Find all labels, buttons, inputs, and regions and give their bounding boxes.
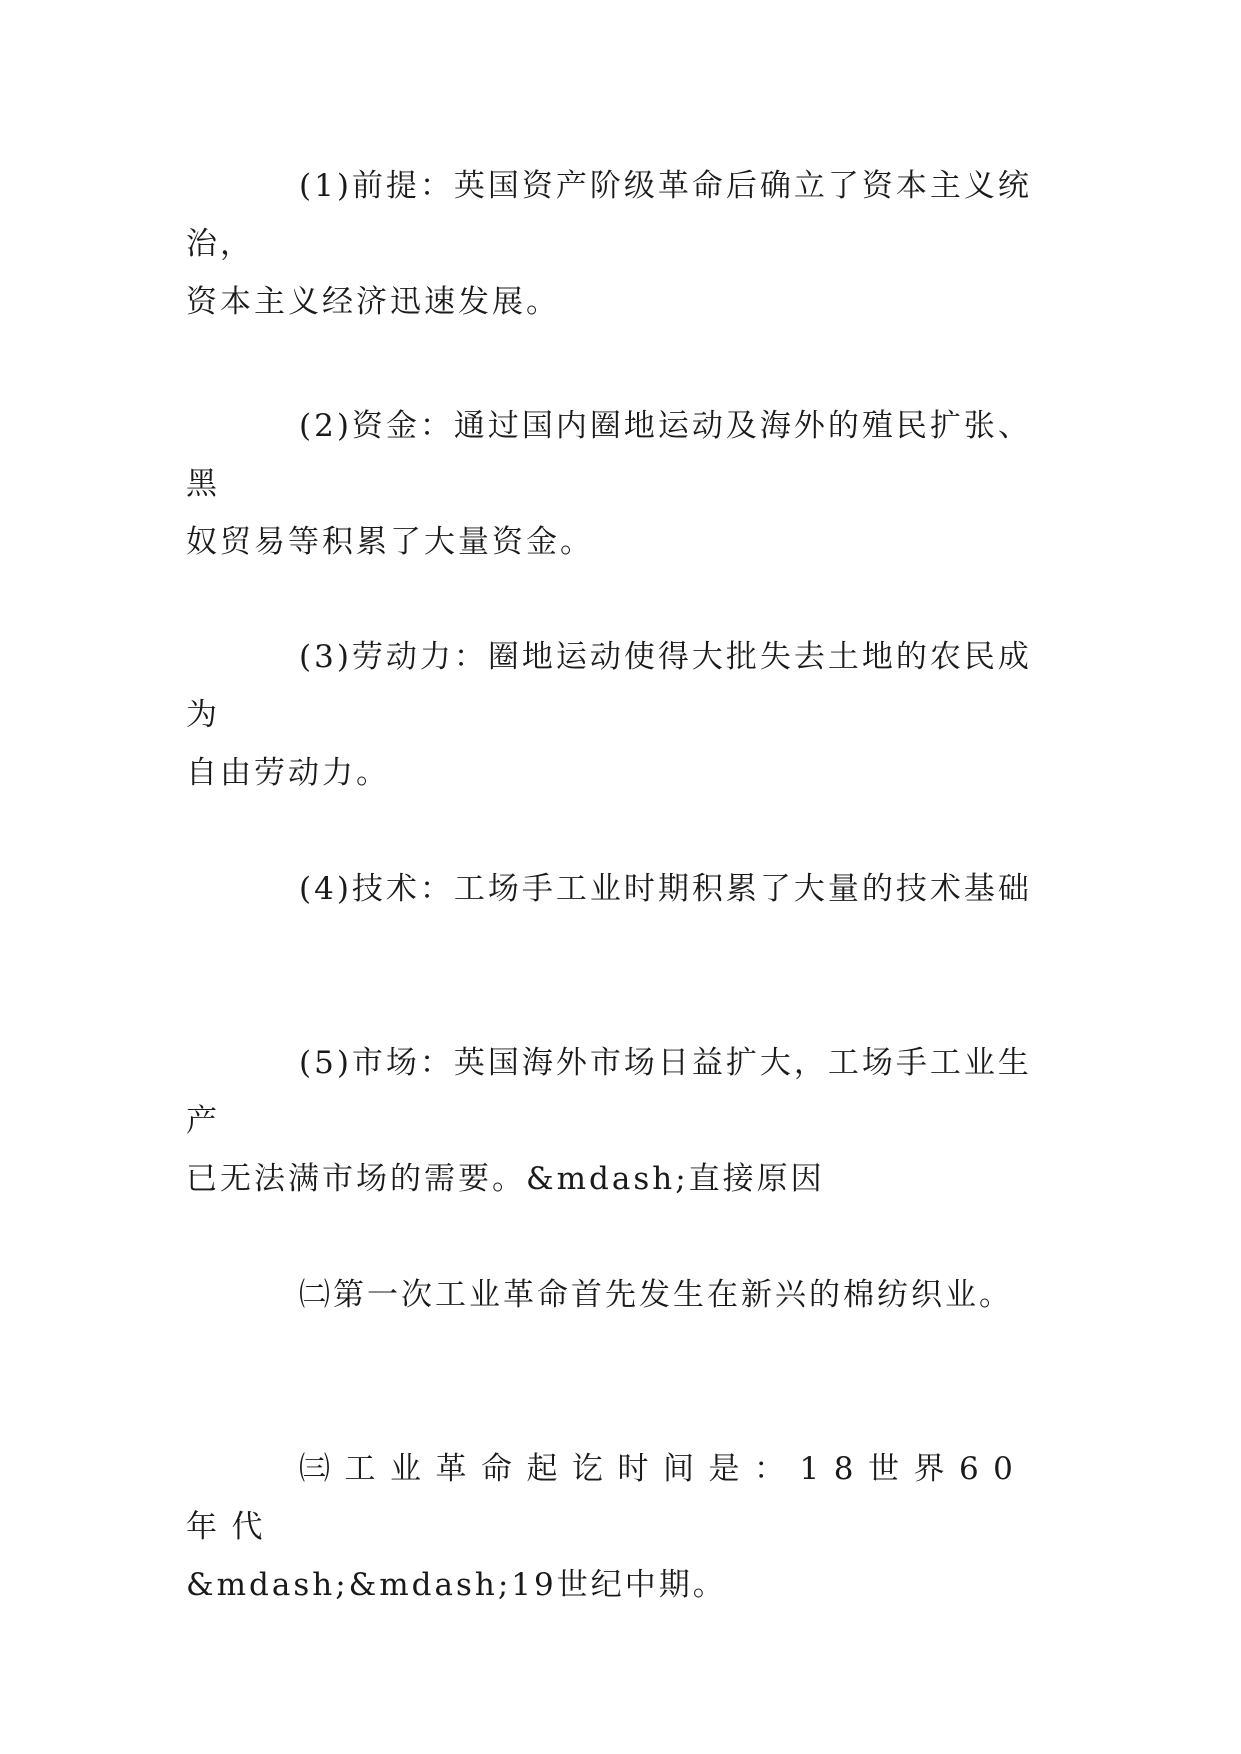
paragraph-line: (4)技术：工场手工业时期积累了大量的技术基础 [299,871,1032,907]
paragraph-technology [186,860,1046,918]
paragraph-line: &mdash;&mdash;19世纪中期。 [186,1567,727,1603]
paragraph-line: 资本主义经济迅速发展。 [186,284,560,320]
paragraph-line: ㈡第一次工业革命首先发生在新兴的棉纺织业。 [299,1277,1013,1313]
paragraph-line: ㈢工业革命起讫时间是：18世界60年代 [186,1451,1028,1545]
paragraph-cotton-industry [186,1266,1046,1324]
paragraph-line: (2)资金：通过国内圈地运动及海外的殖民扩张、黑 [186,408,1032,502]
paragraph-timeframe [186,1440,1046,1614]
paragraph-capital [186,397,1046,571]
paragraph-premise [186,157,1046,331]
paragraph-labor [186,628,1046,802]
paragraph-line: 已无法满市场的需要。&mdash;直接原因 [186,1161,825,1197]
paragraph-market [186,1034,1046,1208]
paragraph-line: 自由劳动力。 [186,755,390,791]
paragraph-line: (3)劳动力：圈地运动使得大批失去土地的农民成为 [186,639,1032,733]
paragraph-line: 奴贸易等积累了大量资金。 [186,524,594,560]
paragraph-line: (5)市场：英国海外市场日益扩大，工场手工业生产 [186,1045,1032,1139]
paragraph-line: (1)前提：英国资产阶级革命后确立了资本主义统治， [186,168,1032,262]
